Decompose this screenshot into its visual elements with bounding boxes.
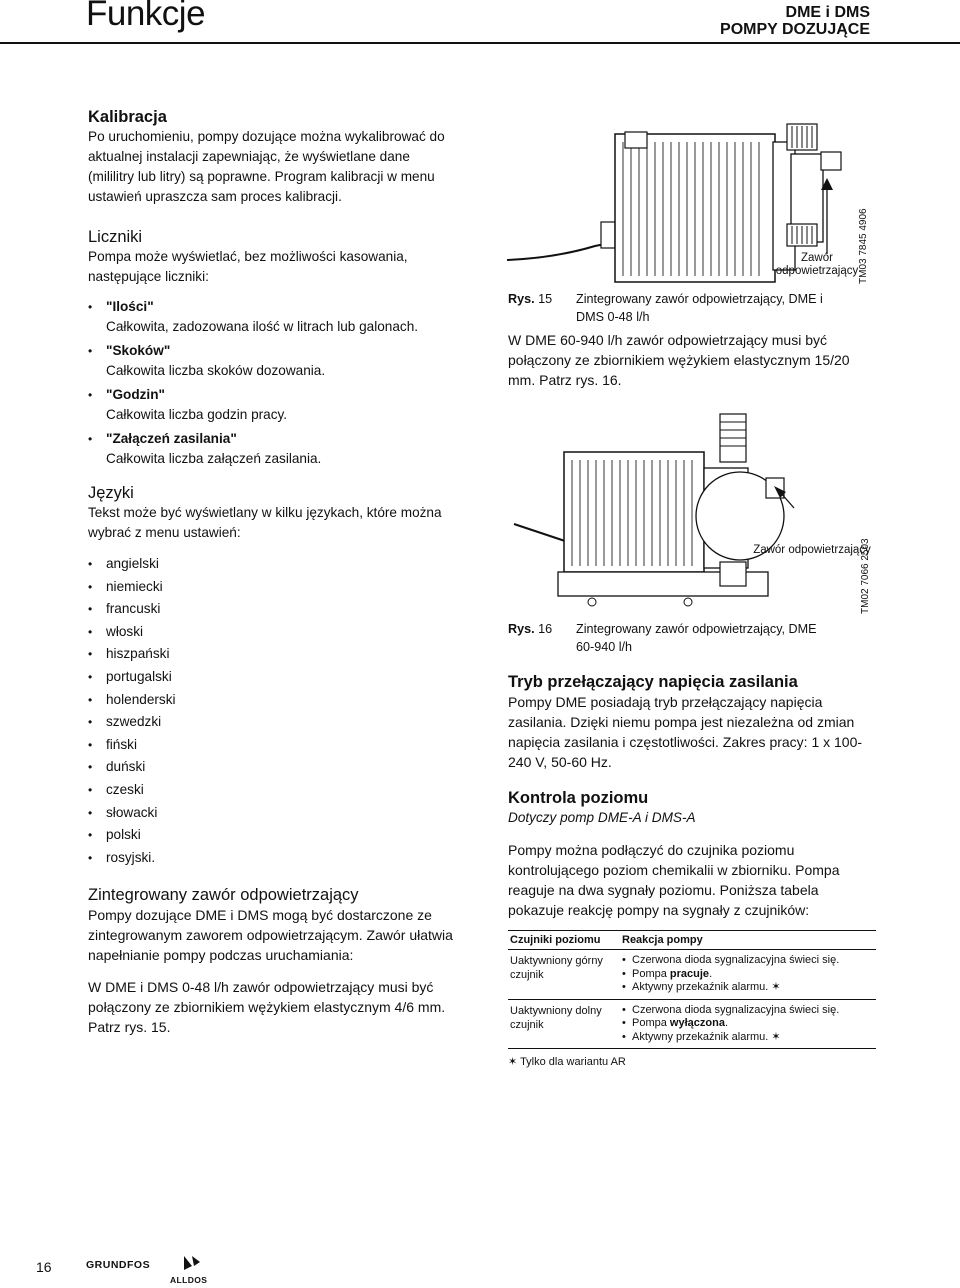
list-item: • włoski	[88, 621, 478, 644]
list-item: • słowacki	[88, 802, 478, 825]
fig15-caption-text: Zintegrowany zawór odpowietrzający, DME i DMS 0-48 l/h	[576, 292, 823, 324]
table-footnote: ✶ Tylko dla wariantu AR	[508, 1056, 626, 1068]
table-cell-sensor: Uaktywniony dolny czujnik	[508, 999, 620, 1049]
fig15-caption	[508, 290, 838, 326]
fig16-caption-text: Zintegrowany zawór odpowietrzający, DME 60-940 l/h	[576, 622, 817, 654]
fig15-callout: Zawór odpowietrzający	[775, 252, 859, 277]
section-zawor	[88, 885, 478, 1037]
section-kontrola	[508, 788, 878, 920]
tryb-text: Pompy DME posiadają tryb przełączający napięcia zasilania. Dzięki niemu pompa jest niezależna od zmian napięcia zasilania i częstotliwości. Zakres pracy: 1 x 100-240 V, 50-60 Hz.	[508, 694, 863, 770]
list-item: • hiszpański	[88, 643, 478, 666]
table-cell-sensor: Uaktywniony górny czujnik	[508, 950, 620, 1000]
section-kalibracja	[88, 107, 478, 207]
list-item: • "Godzin" Całkowita liczba godzin pracy.	[88, 385, 478, 425]
kalibracja-text: Po uruchomieniu, pompy dozujące można wykalibrować do aktualnej instalacji zapewniając, że wyświetlane dane (mililitry lub litry) są poprawne. Program kalibracji w menu ustawień upraszcza sam proces kalibracji.	[88, 129, 445, 204]
fig15-tm-code: TM03 7845 4906	[858, 208, 869, 284]
kontrola-subheading: Dotyczy pomp DME-A i DMS-A	[508, 810, 696, 825]
list-item: • szwedzki	[88, 711, 478, 734]
heading-kalibracja: Kalibracja	[88, 108, 167, 126]
heading-jezyki: Języki	[88, 484, 134, 502]
left-column	[88, 107, 478, 1037]
heading-zawor: Zintegrowany zawór odpowietrzający	[88, 886, 359, 905]
fig16-num: 16	[538, 622, 553, 636]
jezyki-intro: Tekst może być wyświetlany w kilku językach, które można wybrać z menu ustawień:	[88, 505, 442, 540]
level-table-wrap	[508, 930, 876, 1068]
liczniki-intro: Pompa może wyświetlać, bez możliwości kasowania, następujące liczniki:	[88, 249, 408, 284]
fig16-tm-code: TM02 7066 2503	[860, 538, 871, 614]
table-header-row	[508, 931, 876, 950]
fig15-paragraph: W DME 60-940 l/h zawór odpowietrzający musi być połączony ze zbiornikiem wężykiem elastycznym 15/20 mm. Patrz rys. 16.	[508, 332, 850, 388]
heading-liczniki: Liczniki	[88, 228, 143, 246]
header-product-line1: DME i DMS	[785, 4, 870, 21]
list-item: • francuski	[88, 598, 478, 621]
section-jezyki	[88, 483, 478, 869]
fig15-rys: Rys.	[508, 292, 535, 306]
logo-sub: ALLDOS	[170, 1275, 208, 1285]
list-item: • "Ilości" Całkowita, zadozowana ilość w litrach lub galonach.	[88, 297, 478, 337]
list-item: • niemiecki	[88, 576, 478, 599]
list-item: • portugalski	[88, 666, 478, 689]
list-item: • angielski	[88, 553, 478, 576]
page-number: 16	[36, 1259, 52, 1275]
fig16-rys: Rys.	[508, 622, 535, 636]
header-product-line2: POMPY DOZUJĄCE	[720, 21, 870, 38]
grundfos-alldos-logo	[86, 1256, 216, 1286]
list-item: • rosyjski.	[88, 847, 478, 870]
pump-figure-16	[508, 412, 838, 612]
zawor-text1: Pompy dozujące DME i DMS mogą być dostarczone ze zintegrowanym zaworem odpowietrzającym. Zawór ułatwia napełnianie pompy podczas uruchamiania:	[88, 907, 453, 964]
liczniki-list	[88, 297, 478, 469]
fig16-callout: Zawór odpowietrzający	[753, 544, 871, 556]
table-cell-reaction: • Czerwona dioda sygnalizacyjna świeci się. • Pompa wyłączona. • Aktywny przekaźnik alarmu. ✶	[620, 999, 876, 1049]
list-item: • czeski	[88, 779, 478, 802]
heading-tryb: Tryb przełączający napięcia zasilania	[508, 673, 798, 691]
page-header	[0, 0, 960, 42]
fig16-caption	[508, 620, 838, 656]
table-header: Reakcja pompy	[620, 931, 876, 950]
header-rule	[0, 42, 960, 44]
table-header: Czujniki poziomu	[508, 931, 620, 950]
kontrola-text: Pompy można podłączyć do czujnika poziomu kontrolującego poziom chemikalii w zbiorniku. Pompa reaguje na dwa sygnały poziomu. Poniższa tabela pokazuje reakcję pompy na sygnały z czujników:	[508, 842, 840, 918]
level-table	[508, 930, 876, 1049]
list-item: • fiński	[88, 734, 478, 757]
table-row	[508, 999, 876, 1049]
list-item: • duński	[88, 756, 478, 779]
jezyki-list	[88, 553, 478, 869]
header-product	[720, 4, 870, 38]
list-item: • "Załączeń zasilania" Całkowita liczba załączeń zasilania.	[88, 429, 478, 469]
logo-brand: GRUNDFOS	[86, 1259, 151, 1271]
table-cell-reaction: • Czerwona dioda sygnalizacyjna świeci się. • Pompa pracuje. • Aktywny przekaźnik alarmu. ✶	[620, 950, 876, 1000]
list-item: • polski	[88, 824, 478, 847]
heading-kontrola: Kontrola poziomu	[508, 789, 649, 807]
table-row	[508, 950, 876, 1000]
list-item: • "Skoków" Całkowita liczba skoków dozowania.	[88, 341, 478, 381]
section-tryb	[508, 672, 878, 772]
zawor-text2: W DME i DMS 0-48 l/h zawór odpowietrzający musi być połączony ze zbiornikiem wężykiem elastycznym 4/6 mm. Patrz rys. 15.	[88, 979, 446, 1036]
section-liczniki	[88, 227, 478, 469]
list-item: • holenderski	[88, 689, 478, 712]
fig15-num: 15	[538, 292, 553, 306]
page-title: Funkcje	[86, 0, 206, 33]
